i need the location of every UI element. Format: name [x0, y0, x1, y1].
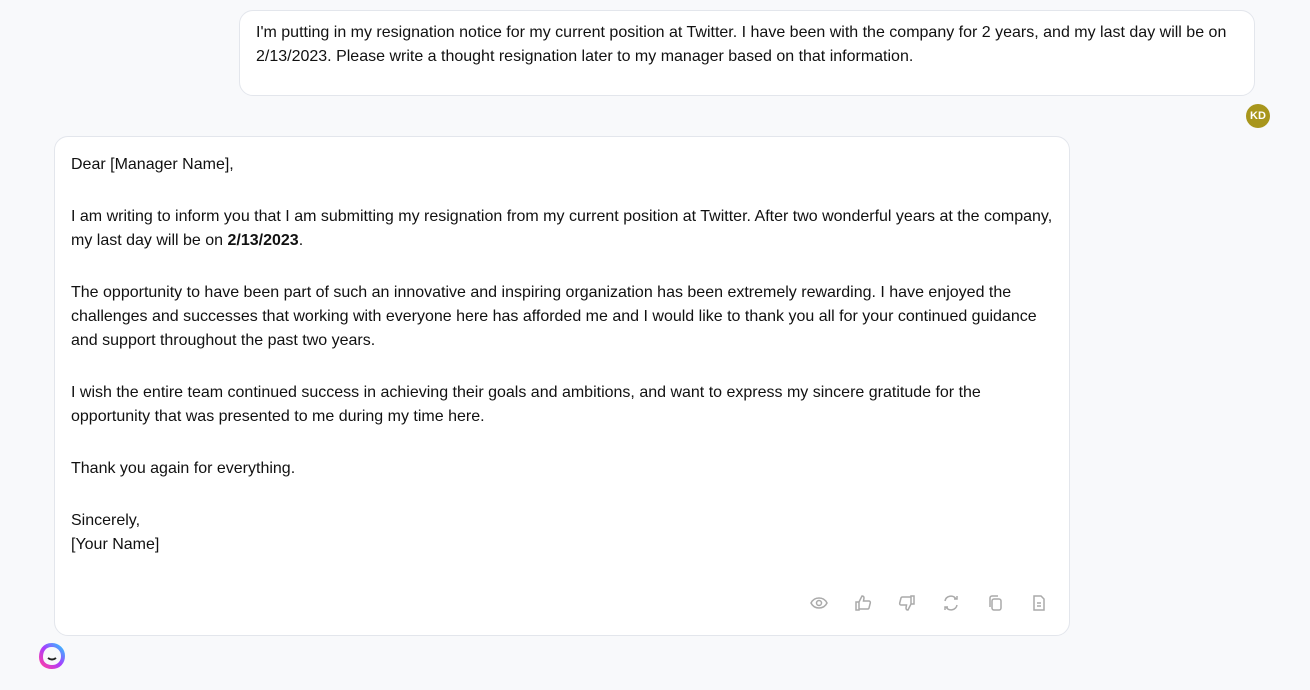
paragraph-2: The opportunity to have been part of such an innovative and inspiring organization has been extremely rewarding. I have enjoyed the challenges and successes that working with everyone here has afforded me and I would like to thank you all for your continued guidance and support throughout the past two years.: [71, 284, 1037, 349]
document-icon[interactable]: [1029, 593, 1049, 613]
assistant-message: [54, 136, 1070, 636]
user-avatar: [1246, 104, 1270, 128]
last-day-date: 2/13/2023: [227, 232, 299, 249]
regenerate-icon[interactable]: [941, 593, 961, 613]
eye-icon[interactable]: [809, 593, 829, 613]
paragraph-1: [71, 205, 1053, 253]
closing: Sincerely,: [71, 512, 141, 529]
thumbs-up-icon[interactable]: [853, 593, 873, 613]
thumbs-down-icon[interactable]: [897, 593, 917, 613]
message-actions: [809, 593, 1049, 613]
user-message-text: I'm putting in my resignation notice for my current position at Twitter. I have been with the company for 2 years, and my last day will be on 2/13/2023. Please write a thought resignation later to my manager based on that information.: [256, 24, 1227, 65]
greeting: Dear [Manager Name],: [71, 156, 234, 173]
paragraph-4: Thank you again for everything.: [71, 460, 296, 477]
avatar-initials: KD: [1250, 110, 1266, 122]
p1-end: .: [298, 232, 304, 249]
signature-name: [Your Name]: [71, 536, 160, 553]
paragraph-3: I wish the entire team continued success in achieving their goals and ambitions, and want to express my sincere gratitude for the opportunity that was presented to me during my time here.: [71, 384, 981, 425]
user-message: [239, 10, 1255, 96]
assistant-logo-icon: [38, 643, 66, 669]
p1-text: I am writing to inform you that I am submitting my resignation from my current position at Twitter. After two wonderful years at the company, my last day will be on: [71, 208, 1053, 249]
copy-icon[interactable]: [985, 593, 1005, 613]
